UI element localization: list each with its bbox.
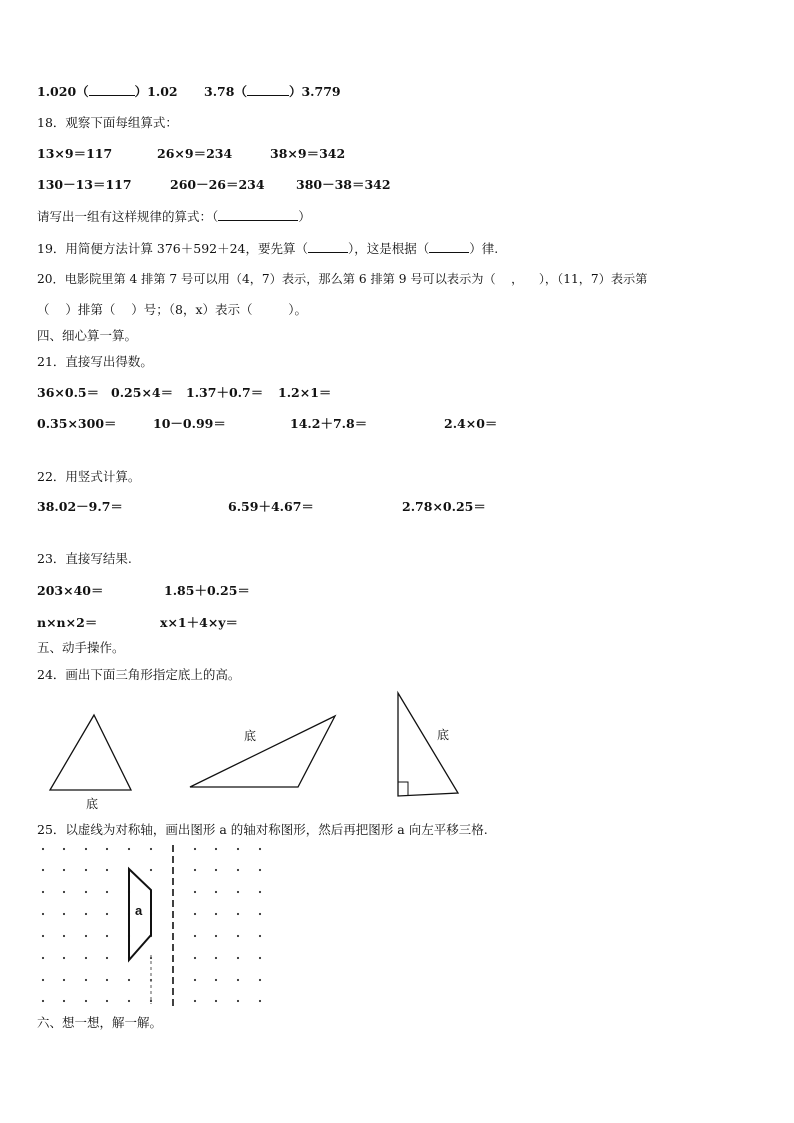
grid-dot: [237, 891, 239, 893]
grid-dot: [63, 935, 65, 937]
grid-dot: [215, 979, 217, 981]
q23-r2-c2: x×1＋4×y＝: [160, 615, 239, 630]
q18-row2-c2: 260－26＝234: [170, 177, 265, 192]
q18-row1-c3: 38×9＝342: [270, 146, 346, 161]
grid-dot: [194, 848, 196, 850]
grid-dot: [259, 979, 261, 981]
grid-dot: [42, 869, 44, 871]
grid-dot: [85, 1000, 87, 1002]
base-label-2: 底: [244, 729, 257, 743]
grid-dot: [215, 957, 217, 959]
q21-r1-c2: 0.25×4＝: [111, 385, 174, 400]
grid-dot: [194, 935, 196, 937]
grid-dot: [106, 869, 108, 871]
grid-dot: [42, 935, 44, 937]
grid-dot: [106, 891, 108, 893]
q22-item3: 2.78×0.25＝: [402, 499, 486, 514]
grid-dot: [215, 1000, 217, 1002]
grid-dot: [194, 869, 196, 871]
grid-dot: [194, 891, 196, 893]
grid-dot: [85, 891, 87, 893]
q18-row2-c3: 380－38＝342: [296, 177, 391, 192]
base-label-3: 底: [437, 728, 450, 742]
q25-title: 25．以虚线为对称轴，画出图形 a 的轴对称图形，然后再把图形 a 向左平移三格.: [37, 822, 488, 837]
grid-dot: [259, 869, 261, 871]
grid-dot: [63, 957, 65, 959]
grid-dot: [42, 913, 44, 915]
grid-dot: [128, 848, 130, 850]
grid-dot: [106, 913, 108, 915]
grid-dot: [237, 957, 239, 959]
q21-r2-c4: 2.4×0＝: [444, 416, 498, 431]
q22-item1: 38.02－9.7＝: [37, 499, 123, 514]
grid-dot: [194, 957, 196, 959]
base-label-1: 底: [86, 797, 99, 811]
q19-right: ）律.: [469, 241, 499, 256]
grid-dot: [150, 869, 152, 871]
compare-b-right: ）3.779: [288, 84, 341, 99]
grid-dot: [63, 913, 65, 915]
grid-dot: [85, 913, 87, 915]
grid-dot: [215, 848, 217, 850]
q18-row2-c1: 130－13＝117: [37, 177, 132, 192]
q21-r1-c3: 1.37＋0.7＝: [186, 385, 264, 400]
q21-r2-c1: 0.35×300＝: [37, 416, 117, 431]
grid-dot: [194, 913, 196, 915]
q22-title: 22．用竖式计算。: [37, 469, 141, 484]
grid-dot: [63, 891, 65, 893]
grid-dot: [237, 869, 239, 871]
q21-r1-c4: 1.2×1＝: [278, 385, 332, 400]
q18-row1-c2: 26×9＝234: [157, 146, 233, 161]
grid-dot: [259, 957, 261, 959]
compare-a-right: ）1.02: [134, 84, 178, 99]
grid-dot: [237, 935, 239, 937]
grid-dot: [63, 979, 65, 981]
q20-line1: 20．电影院里第 4 排第 7 号可以用（4，7）表示，那么第 6 排第 9 号可以表示为（ ， ），（11，7）表示第: [37, 272, 648, 286]
q18-ask-left: 请写出一组有这样规律的算式：（: [37, 209, 219, 224]
q21-r2-c3: 14.2＋7.8＝: [290, 416, 368, 431]
q21-r2-c2: 10－0.99＝: [153, 416, 226, 431]
q18-ask-right: ）: [298, 209, 311, 224]
grid-dot: [63, 848, 65, 850]
q21-r1-c1: 36×0.5＝: [37, 385, 100, 400]
grid-dot: [42, 979, 44, 981]
grid-dot: [259, 935, 261, 937]
grid-dot: [215, 935, 217, 937]
q23-r2-c1: n×n×2＝: [37, 615, 98, 630]
grid-dot: [259, 1000, 261, 1002]
q20-line2: （ ）排第（ ）号；（8，x）表示（ ）。: [37, 302, 308, 317]
grid-dot: [85, 935, 87, 937]
shape-a-label: a: [135, 903, 143, 918]
grid-dot: [63, 1000, 65, 1002]
grid-dot: [63, 869, 65, 871]
section-4-heading: 四、细心算一算。: [37, 328, 138, 343]
q23-title: 23．直接写结果.: [37, 551, 132, 566]
grid-dot: [259, 848, 261, 850]
q18-title: 18．观察下面每组算式：: [37, 115, 178, 130]
grid-dot: [194, 979, 196, 981]
grid-dot: [85, 979, 87, 981]
grid-dot: [106, 957, 108, 959]
q19-left: 19．用简便方法计算 376＋592＋24，要先算（: [37, 241, 309, 256]
q18-row1-c1: 13×9＝117: [37, 146, 113, 161]
grid-dot: [194, 1000, 196, 1002]
grid-dot: [106, 848, 108, 850]
q19-mid: ），这是根据（: [348, 241, 430, 256]
grid-dot: [42, 848, 44, 850]
q21-title: 21．直接写出得数。: [37, 354, 153, 369]
grid-dot: [237, 913, 239, 915]
grid-dot: [85, 848, 87, 850]
grid-dot: [85, 957, 87, 959]
grid-dot: [215, 913, 217, 915]
grid-dot: [42, 1000, 44, 1002]
grid-dot: [85, 869, 87, 871]
grid-dot: [150, 1000, 152, 1002]
q23-r1-c2: 1.85＋0.25＝: [164, 583, 250, 598]
grid-dot: [106, 935, 108, 937]
grid-dot: [237, 979, 239, 981]
grid-dot: [42, 957, 44, 959]
q23-r1-c1: 203×40＝: [37, 583, 104, 598]
q22-item2: 6.59＋4.67＝: [228, 499, 314, 514]
grid-dot: [237, 1000, 239, 1002]
grid-dot: [42, 891, 44, 893]
compare-b-left: 3.78（: [204, 84, 247, 99]
grid-dot: [215, 869, 217, 871]
compare-a-left: 1.020（: [37, 84, 89, 99]
grid-dot: [106, 1000, 108, 1002]
section-6-heading: 六、想一想，解一解。: [37, 1015, 163, 1030]
grid-dot: [237, 848, 239, 850]
grid-dot: [106, 979, 108, 981]
grid-dot: [259, 913, 261, 915]
q24-title: 24．画出下面三角形指定底上的高。: [37, 667, 241, 682]
grid-dot: [215, 891, 217, 893]
grid-dot: [128, 979, 130, 981]
grid-dot: [150, 848, 152, 850]
section-5-heading: 五、动手操作。: [37, 640, 125, 655]
grid-dot: [259, 891, 261, 893]
grid-dot: [128, 1000, 130, 1002]
